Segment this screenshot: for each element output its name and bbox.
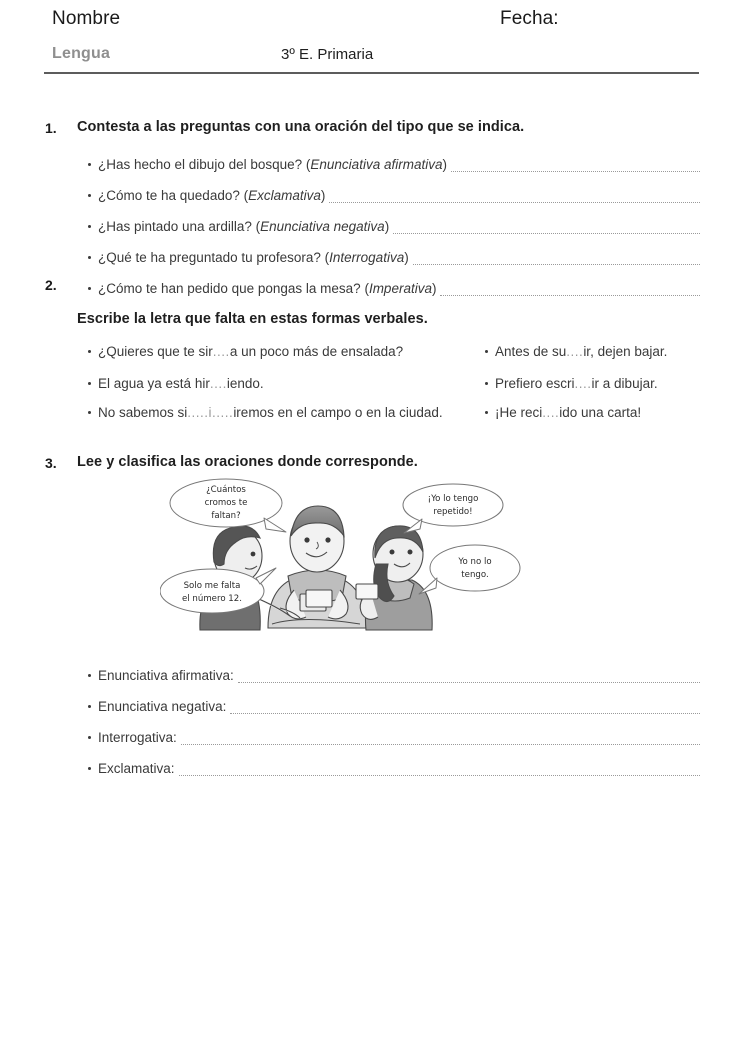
worksheet-header [0,0,735,80]
bubble-top-right-line-2: repetido! [433,507,473,517]
verb-prefix: ¿Quieres que te sir [98,344,213,359]
child-right [356,526,432,630]
bullet-icon [88,382,91,385]
answer-line[interactable] [238,673,700,683]
bubble-top-left-line-2: cromos te [204,498,248,508]
bubble-top-left-line-3: faltan? [211,511,241,521]
bullet-icon [485,350,488,353]
bubble-top-right-line-1: ¡Yo lo tengo [427,494,479,504]
list-item [485,344,667,359]
list-item: ¿Has pintado una ardilla? ( Enunciativa negativa ) [88,219,700,234]
answer-line[interactable] [179,766,700,776]
verb-suffix: iendo. [226,376,264,391]
answer-line[interactable] [440,286,700,296]
missing-letter-blank[interactable]: .... [574,376,592,391]
student-name-label: Nombre [52,8,121,29]
sentence-type: Exclamativa [248,188,321,203]
list-item [88,405,443,420]
missing-letter-blank[interactable]: .... [542,405,560,420]
bullet-icon [88,194,91,197]
list-item [485,405,641,420]
list-item [88,344,403,359]
bubble-bottom-right-line-2: tengo. [461,570,489,580]
list-item [485,376,658,391]
answer-category-label: Enunciativa negativa: [98,699,227,714]
exercise-3-number: 3. [45,455,57,471]
exercise-3-heading: Lee y clasifica las oraciones donde corresponde. [77,454,418,470]
list-item: ¿Has hecho el dibujo del bosque? ( Enunciativa afirmativa ) [88,157,700,172]
date-label: Fecha: [500,8,559,29]
bullet-icon [485,382,488,385]
answer-line[interactable] [329,193,700,203]
verb-prefix: Antes de su [495,344,567,359]
verb-prefix: El agua ya está hir [98,376,210,391]
verb-suffix: ido una carta! [559,405,642,420]
list-item: ¿Qué te ha preguntado tu profesora? ( Interrogativa ) [88,250,700,265]
missing-letter-blank[interactable]: .... [212,344,230,359]
verb-suffix: iremos en el campo o en la ciudad. [233,405,443,420]
answer-category-label: Interrogativa: [98,730,177,745]
bullet-icon [88,705,91,708]
bullet-icon [88,225,91,228]
list-item [88,761,700,776]
bullet-icon [485,411,488,414]
question-text: ¿Cómo te han pedido que pongas la mesa? [98,281,361,296]
bullet-icon [88,736,91,739]
child-center [268,506,366,628]
subject-label: Lengua [52,45,111,62]
bubble-bottom-left-line-2: el número 12. [182,594,242,604]
list-item [88,730,700,745]
exercise-1-number: 1. [45,120,57,136]
sentence-type: Interrogativa [329,250,405,265]
verb-prefix: ¡He reci [495,405,543,420]
bullet-icon [88,163,91,166]
question-text: ¿Has pintado una ardilla? [98,219,252,234]
list-item [88,699,700,714]
illustration-children-trading-cards [160,478,540,643]
list-item: ¿Cómo te ha quedado? ( Exclamativa ) [88,188,700,203]
answer-line[interactable] [181,735,700,745]
bullet-icon [88,767,91,770]
question-text: ¿Cómo te ha quedado? [98,188,240,203]
verb-suffix: ir a dibujar. [591,376,658,391]
bubble-top-left-line-1: ¿Cuántos [206,485,246,495]
exercise-1-heading: Contesta a las preguntas con una oración del tipo que se indica. [77,119,525,135]
sentence-type: Imperativa [368,281,432,296]
missing-letter-blank[interactable]: .... [209,376,227,391]
bullet-icon [88,674,91,677]
question-text: ¿Has hecho el dibujo del bosque? [98,157,303,172]
list-item [88,376,264,391]
missing-letter-blank[interactable]: .....i..... [187,405,234,420]
bullet-icon [88,350,91,353]
answer-line[interactable] [413,255,700,265]
bubble-bottom-left-line-1: Solo me falta [183,581,241,591]
missing-letter-blank[interactable]: .... [566,344,584,359]
bubble-bottom-right-line-1: Yo no lo [458,557,492,567]
bullet-icon [88,411,91,414]
answer-category-label: Enunciativa afirmativa: [98,668,234,683]
sentence-type: Enunciativa negativa [260,219,385,234]
list-item: ¿Cómo te han pedido que pongas la mesa? ( Imperativa ) [88,281,700,296]
exercise-2-number: 2. [45,277,57,293]
answer-category-label: Exclamativa: [98,761,175,776]
verb-suffix: a un poco más de ensalada? [229,344,404,359]
answer-line[interactable] [451,162,700,172]
answer-line[interactable] [230,704,700,714]
verb-prefix: No sabemos si [98,405,188,420]
course-label: 3º E. Primaria [281,46,374,63]
bullet-icon [88,256,91,259]
question-text: ¿Qué te ha preguntado tu profesora? [98,250,321,265]
answer-line[interactable] [393,224,700,234]
bullet-icon [88,287,91,290]
header-divider [44,72,699,74]
verb-prefix: Prefiero escri [495,376,575,391]
list-item [88,668,700,683]
sentence-type: Enunciativa afirmativa [310,157,443,172]
exercise-2-heading: Escribe la letra que falta en estas formas verbales. [77,311,428,327]
verb-suffix: ir, dejen bajar. [583,344,668,359]
